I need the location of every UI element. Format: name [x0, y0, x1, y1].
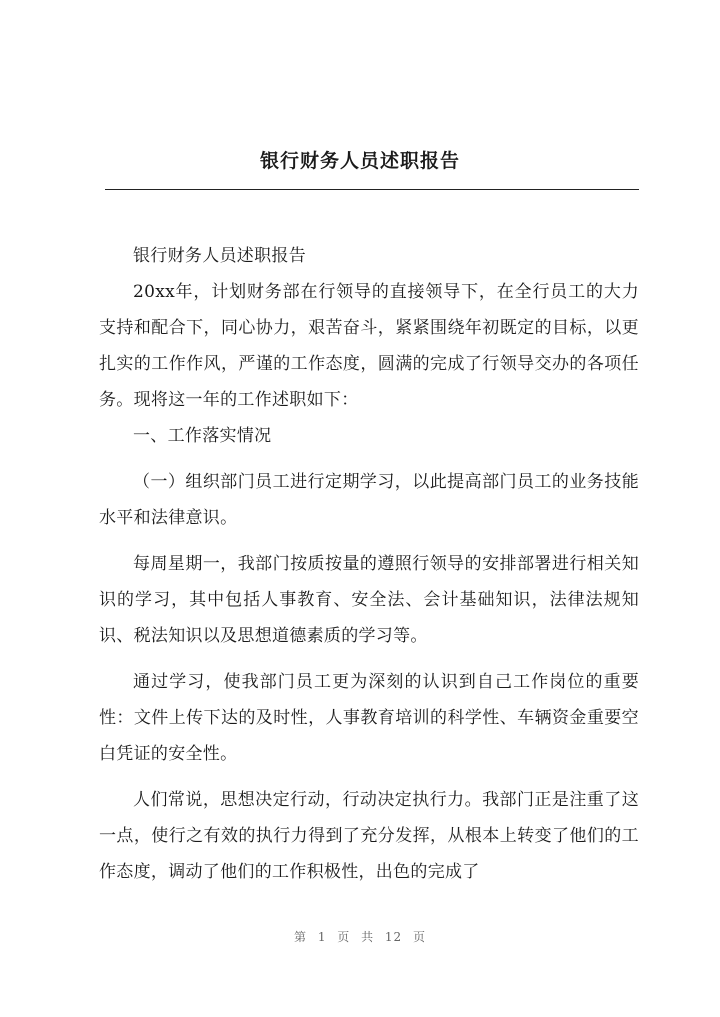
paragraph: 20xx年，计划财务部在行领导的直接领导下，在全行员工的大力支持和配合下，同心协力，艰苦奋斗，紧紧围绕年初既定的目标，以更扎实的工作作风，严谨的工作态度，圆满的完成了行领导交办的各项任务。现将这一年的工作述职如下：: [99, 282, 639, 410]
paragraph: 一、工作落实情况: [133, 426, 272, 446]
paragraph: 银行财务人员述职报告: [133, 246, 306, 266]
paragraph: （一）组织部门员工进行定期学习，以此提高部门员工的业务技能水平和法律意识。: [99, 472, 639, 528]
paragraph: 每周星期一，我部门按质按量的遵照行领导的安排部署进行相关知识的学习，其中包括人事教育、安全法、会计基础知识，法律法规知识、税法知识以及思想道德素质的学习等。: [99, 554, 639, 646]
paragraph: 人们常说，思想决定行动，行动决定执行力。我部门正是注重了这一点，使行之有效的执行力得到了充分发挥，从根本上转变了他们的工作态度，调动了他们的工作积极性，出色的完成了: [99, 790, 639, 882]
paragraph: 通过学习，使我部门员工更为深刻的认识到自己工作岗位的重要性：文件上传下达的及时性，人事教育培训的科学性、车辆资金重要空白凭证的安全性。: [99, 672, 639, 764]
document-body: [99, 238, 639, 890]
document-title: 银行财务人员述职报告: [259, 150, 460, 172]
page-footer: 第 1 页 共 12 页: [294, 930, 426, 944]
title-underline: [105, 189, 639, 190]
